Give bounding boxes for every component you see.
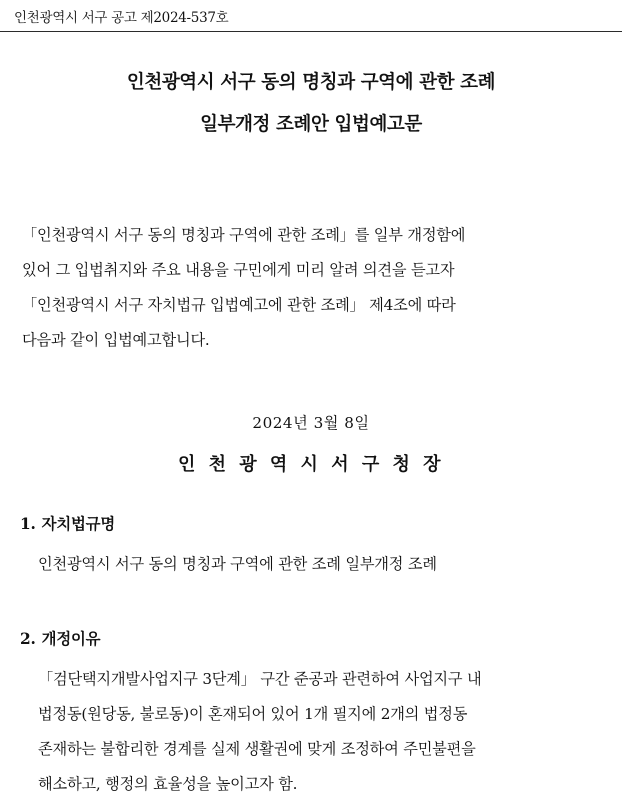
section-2-line-2: 법정동(원당동, 불로동)이 혼재되어 있어 1개 필지에 2개의 법정동	[38, 705, 468, 723]
section-2-body	[20, 662, 602, 802]
intro-line-4: 다음과 같이 입법예고합니다.	[22, 331, 210, 349]
intro-line-1: 「인천광역시 서구 동의 명칭과 구역에 관한 조례」를 일부 개정함에	[22, 226, 466, 244]
title-line-1: 인천광역시 서구 동의 명칭과 구역에 관한 조례	[126, 72, 496, 93]
section-2-number: 2.	[20, 630, 36, 648]
intro-line-3: 「인천광역시 서구 자치법규 입법예고에 관한 조례」 제4조에 따라	[22, 296, 456, 314]
section-1	[20, 512, 602, 582]
section-2-line-4: 해소하고, 행정의 효율성을 높이고자 함.	[38, 775, 298, 793]
section-1-heading	[20, 512, 602, 534]
section-1-title: 자치법규명	[41, 515, 116, 533]
section-1-line-1: 인천광역시 서구 동의 명칭과 구역에 관한 조례 일부개정 조례	[38, 555, 437, 573]
issue-date: 2024년 3월 8일	[252, 414, 370, 432]
section-1-body	[20, 547, 602, 582]
intro-paragraph	[22, 218, 600, 358]
intro-line-2: 있어 그 입법취지와 주요 내용을 구민에게 미리 알려 의견을 듣고자	[22, 261, 455, 279]
section-2-line-1: 「검단택지개발사업지구 3단계」 구간 준공과 관련하여 사업지구 내	[38, 670, 482, 688]
section-2-heading	[20, 627, 602, 649]
title-line-2: 일부개정 조례안 입법예고문	[200, 113, 422, 135]
header-divider	[0, 31, 622, 32]
section-2-title: 개정이유	[41, 630, 101, 648]
issuing-authority: 인 천 광 역 시 서 구 청 장	[177, 454, 445, 475]
document-title	[0, 74, 622, 134]
notice-number: 인천광역시 서구 공고 제2024-537호	[14, 10, 229, 26]
section-2	[20, 627, 602, 802]
section-1-number: 1.	[20, 515, 36, 533]
section-2-line-3: 존재하는 불합리한 경계를 실제 생활권에 맞게 조정하여 주민불편을	[38, 740, 476, 758]
